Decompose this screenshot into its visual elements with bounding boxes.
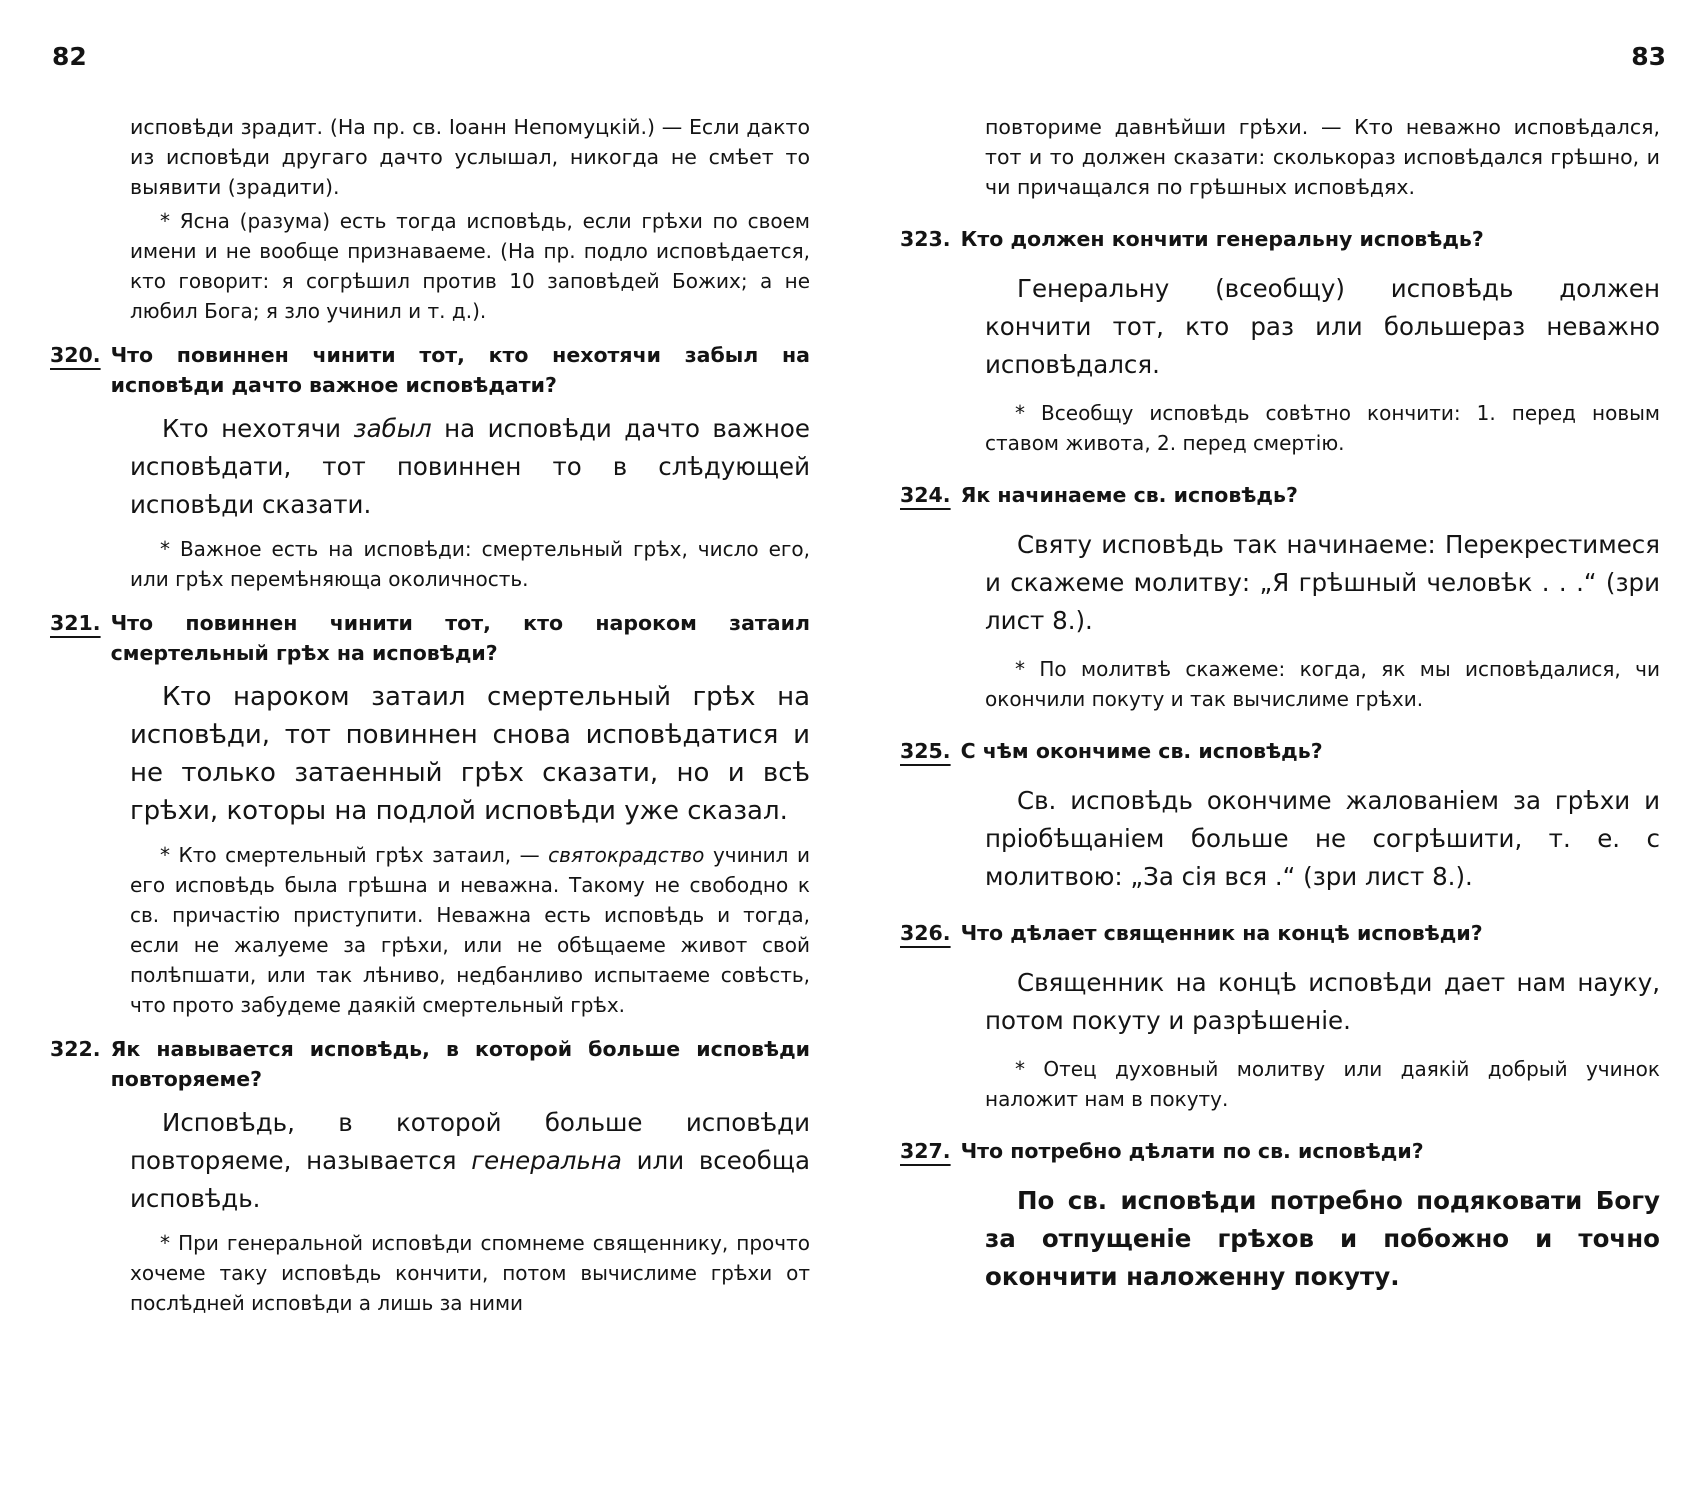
question-number: 320.	[50, 343, 101, 367]
note-322: * При генеральной исповѣди спомнеме священнику, прочто хочеме таку исповѣдь кончити, потом вычислиме грѣхи от послѣдней исповѣди а лишь за ними	[130, 1231, 810, 1315]
question-323	[900, 224, 1660, 254]
note-emphasis: святокрадство	[548, 843, 705, 867]
question-326	[900, 918, 1660, 948]
question-text: Як начинаеме св. исповѣдь?	[960, 483, 1298, 507]
answer-327: По св. исповѣди потребно подяковати Богу за отпущеніе грѣхов и побожно и точно окончити наложенну покуту.	[985, 1186, 1660, 1291]
question-text: Что повиннен чинити тот, кто нехотячи забыл на исповѣди дачто важное исповѣдати?	[110, 343, 810, 397]
question-number: 327.	[900, 1139, 951, 1163]
question-text: Кто должен кончити генеральну исповѣдь?	[960, 227, 1484, 251]
answer-text: Кто нехотячи	[162, 414, 354, 443]
answer-324: Святу исповѣдь так начинаеме: Перекрестимеся и скажеме молитву: „Я грѣшный человѣк . . .“ (зри лист 8.).	[985, 530, 1660, 635]
question-text: Як навывается исповѣдь, в которой больше исповѣди повторяеме?	[110, 1037, 810, 1091]
question-text: Что потребно дѣлати по св. исповѣди?	[960, 1139, 1424, 1163]
note-text: * Кто смертельный грѣх затаил, —	[160, 843, 549, 867]
answer-emphasis: забыл	[353, 414, 432, 443]
answer-326: Священник на концѣ исповѣди дает нам науку, потом покуту и разрѣшеніе.	[985, 968, 1660, 1035]
question-327	[900, 1136, 1660, 1166]
question-number: 322.	[50, 1037, 101, 1061]
question-321	[50, 608, 810, 668]
left-page-column	[50, 112, 810, 1332]
page-number-right: 83	[1631, 42, 1666, 71]
question-325	[900, 736, 1660, 766]
answer-322	[50, 1104, 810, 1218]
right-page-column	[900, 112, 1660, 1310]
answer-text: Исповѣдь, в которой больше исповѣди повторяеме, называется	[130, 1108, 810, 1175]
question-text: Что повиннен чинити тот, кто нароком затаил смертельный грѣх на исповѣди?	[110, 611, 810, 665]
note-text: учинил и его исповѣдь была грѣшна и неважна. Такому не свободно к св. причастію приступити. Неважна есть исповѣдь и тогда, если не жалуеме за грѣхи, или не обѣщаеме живот свой полѣпшати, или так лѣниво, недбанливо испытаеме совѣсть, что прото забудеме даякій смертельный грѣх.	[130, 843, 810, 1017]
question-320	[50, 340, 810, 400]
answer-325: Св. исповѣдь окончиме жалованіем за грѣхи и пріобѣщаніем больше не согрѣшити, т. е. с молитвою: „За сія вся .“ (зри лист 8.).	[985, 786, 1660, 891]
intro-note: * Ясна (разума) есть тогда исповѣдь, если грѣхи по своем имени и не вообще признаваеме. (На пр. подло исповѣдается, кто говорит: я согрѣшил против 10 заповѣдей Божих; а не любил Бога; я зло учинил и т. д.).	[130, 209, 810, 323]
question-number: 325.	[900, 739, 951, 763]
continued-paragraph: повториме давнѣйши грѣхи. — Кто неважно исповѣдался, тот и то должен сказати: сколькораз исповѣдался грѣшно, и чи причащался по грѣшных исповѣдях.	[985, 115, 1660, 199]
question-324	[900, 480, 1660, 510]
answer-text: или всеобща исповѣдь.	[130, 1146, 810, 1213]
answer-323: Генеральну (всеобщу) исповѣдь должен кончити тот, кто раз или большераз неважно исповѣдался.	[985, 274, 1660, 379]
answer-emphasis: генеральна	[471, 1146, 622, 1175]
question-text: Что дѣлает священник на концѣ исповѣди?	[960, 921, 1483, 945]
answer-321: Кто нароком затаил смертельный грѣх на исповѣди, тот повиннен снова исповѣдатися и не только затаенный грѣх сказати, но и всѣ грѣхи, которы на подлой исповѣди уже сказал.	[130, 682, 810, 826]
note-326: * Отец духовный молитву или даякій добрый учинок наложит нам в покуту.	[985, 1057, 1660, 1111]
note-320: * Важное есть на исповѣди: смертельный грѣх, число его, или грѣх перемѣняюща околичность.	[130, 537, 810, 591]
page-number-left: 82	[52, 42, 87, 71]
question-number: 323.	[900, 227, 951, 251]
answer-text: на исповѣди дачто важное исповѣдати, тот повиннен то в слѣдующей исповѣди сказати.	[130, 414, 810, 519]
answer-320	[50, 410, 810, 524]
intro-paragraph: исповѣди зрадит. (На пр. св. Іоанн Непомуцкій.) — Если дакто из исповѣди другаго дачто услышал, никогда не смѣет то выявити (зрадити).	[130, 115, 810, 199]
note-323: * Всеобщу исповѣдь совѣтно кончити: 1. перед новым ставом живота, 2. перед смертію.	[985, 401, 1660, 455]
question-322	[50, 1034, 810, 1094]
question-number: 326.	[900, 921, 951, 945]
note-324: * По молитвѣ скажеме: когда, як мы исповѣдалися, чи окончили покуту и так вычислиме грѣхи.	[985, 657, 1660, 711]
question-number: 324.	[900, 483, 951, 507]
note-321	[50, 840, 810, 1020]
question-number: 321.	[50, 611, 101, 635]
question-text: С чѣм окончиме св. исповѣдь?	[960, 739, 1323, 763]
